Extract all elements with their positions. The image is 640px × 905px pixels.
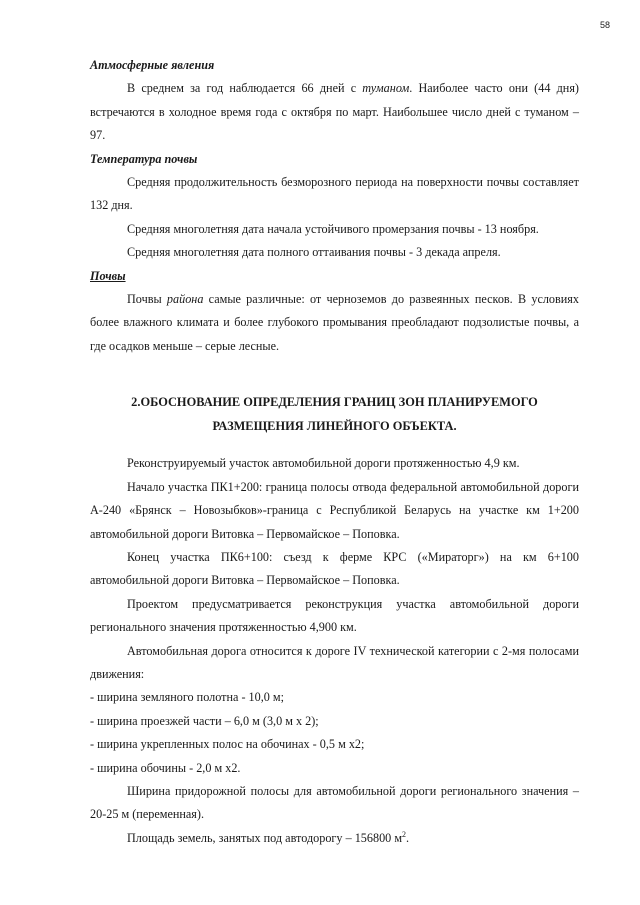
paragraph-land-area <box>90 827 579 850</box>
text-segment: В среднем за год наблюдается 66 дней с <box>127 81 363 96</box>
section-title-line-1: 2.ОБОСНОВАНИЕ ОПРЕДЕЛЕНИЯ ГРАНИЦ ЗОН ПЛАНИРУЕМОГО <box>131 395 538 410</box>
paragraph-section-end: Конец участка ПК6+100: съезд к ферме КРС («Мираторг») на км 6+100 автомобильной дороги Витовка – Первомайское – Поповка. <box>90 549 579 588</box>
text-segment: Почвы <box>127 292 167 307</box>
section-title-line-2: РАЗМЕЩЕНИЯ ЛИНЕЙНОГО ОБЪЕКТА. <box>212 419 457 434</box>
paragraph-road-category: Автомобильная дорога относится к дороге IV технической категории с 2-мя полосами движения: <box>90 643 579 681</box>
paragraph-section-start: Начало участка ПК1+200: граница полосы отвода федеральной автомобильной дороги А-240 «Брянск – Новозыбков»-граница с Республикой Беларусь на участке км 1+200 автомобильной дороги Витовка – Первомайское – Поповка. <box>90 479 579 541</box>
paragraph-frostless-period: Средняя продолжительность безморозного периода на поверхности почвы составляет 132 дня. <box>90 175 579 213</box>
page-number: 58 <box>599 20 610 30</box>
paragraph-roadside-strip: Ширина придорожной полосы для автомобильной дороги регионального значения – 20-25 м (переменная). <box>90 783 579 822</box>
text-segment: Площадь земель, занятых под автодорогу – 156800 м <box>127 830 403 845</box>
text-segment: самые различные: от черноземов до развеянных песков. В условиях более влажного климата и более глубокого промывания преобладают подзолистые почвы, а где осадков меньше – серые лесные. <box>90 292 580 353</box>
section-title <box>90 390 579 438</box>
heading-soil-temperature: Температура почвы <box>90 151 198 166</box>
heading-atmospheric: Атмосферные явления <box>90 58 215 72</box>
heading-soils: Почвы <box>90 268 126 283</box>
paragraph-atmospheric <box>90 77 579 147</box>
list-item-carriageway-width: - ширина проезжей части – 6,0 м (3,0 м х 2); <box>90 713 319 728</box>
paragraph-road-length: Реконструируемый участок автомобильной дороги протяженностью 4,9 км. <box>127 456 520 471</box>
paragraph-freeze-date: Средняя многолетняя дата начала устойчивого промерзания почвы - 13 ноября. <box>127 221 539 236</box>
paragraph-project-scope: Проектом предусматривается реконструкция участка автомобильной дороги регионального значения протяженностью 4,900 км. <box>90 596 579 635</box>
page-content <box>90 54 579 850</box>
list-item-shoulder-width: - ширина обочины - 2,0 м х2. <box>90 760 241 775</box>
text-segment: . <box>406 830 410 845</box>
superscript: 2 <box>402 829 407 839</box>
list-item-subgrade-width: - ширина земляного полотна - 10,0 м; <box>90 690 285 705</box>
italic-term: района <box>166 292 204 307</box>
italic-term: туманом <box>362 81 410 96</box>
paragraph-soils <box>90 288 579 358</box>
paragraph-thaw-date: Средняя многолетняя дата полного оттаивания почвы - 3 декада апреля. <box>127 245 501 260</box>
list-item-shoulder-strip-width: - ширина укрепленных полос на обочинах - 0,5 м х2; <box>90 737 365 752</box>
text-segment: . Наиболее часто они (44 дня) встречаются в холодное время года с октября по март. Наибольшее число дней с туманом – 97. <box>90 81 579 143</box>
